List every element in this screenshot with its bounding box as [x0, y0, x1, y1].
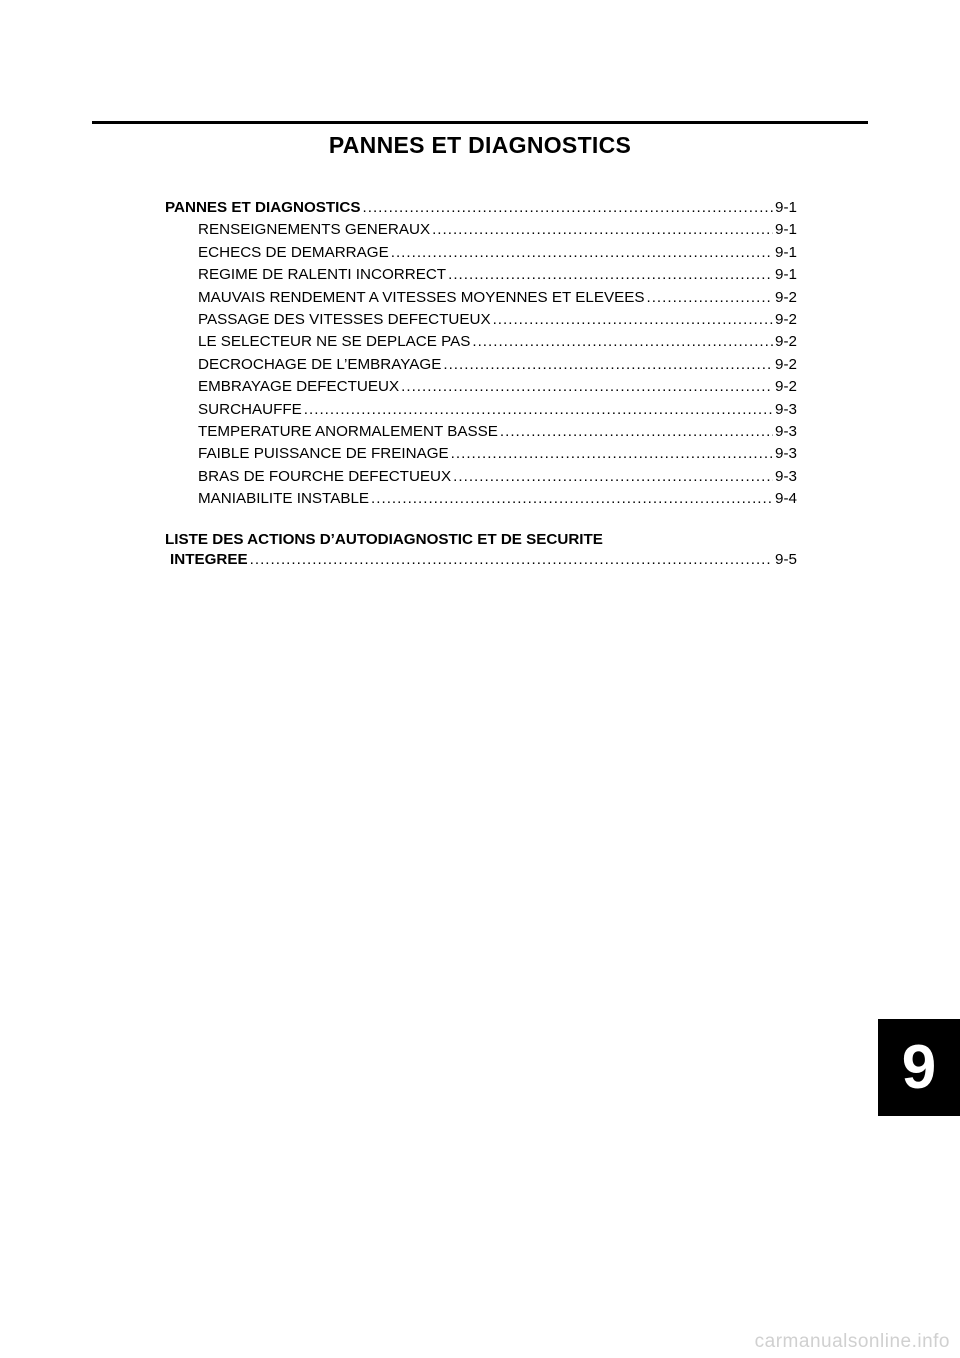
- toc-entry[interactable]: [165, 401, 797, 423]
- dot-leader: [448, 266, 773, 283]
- toc-entry-page: 9-1: [775, 199, 797, 216]
- dot-leader: [493, 311, 773, 328]
- toc-entry[interactable]: [165, 445, 797, 467]
- dot-leader: [250, 551, 773, 568]
- toc-entry[interactable]: [165, 311, 797, 333]
- toc-entry-label: LE SELECTEUR NE SE DEPLACE PAS: [198, 333, 471, 351]
- toc-section-2-continuation: [165, 551, 797, 573]
- toc-entry-label: MAUVAIS RENDEMENT A VITESSES MOYENNES ET ELEVEES: [198, 288, 645, 306]
- chapter-tab: [878, 1019, 960, 1116]
- toc-entry-page: 9-2: [775, 333, 797, 351]
- toc-entry-page: 9-2: [775, 378, 797, 396]
- toc-entry-page: 9-3: [775, 400, 797, 418]
- toc-entry[interactable]: [165, 244, 797, 266]
- toc-entry-label: DECROCHAGE DE L’EMBRAYAGE: [198, 355, 442, 373]
- toc-entry-label: EMBRAYAGE DEFECTUEUX: [198, 378, 400, 396]
- toc-entry-label: MANIABILITE INSTABLE: [198, 490, 370, 508]
- toc-entry[interactable]: [165, 221, 797, 243]
- dot-leader: [500, 423, 773, 440]
- toc-entry-page: 9-3: [775, 467, 797, 485]
- toc-section-2-page: 9-5: [775, 551, 797, 569]
- top-rule: [92, 121, 868, 124]
- toc-entry[interactable]: [165, 490, 797, 512]
- toc-section-2[interactable]: [165, 529, 797, 574]
- dot-leader: [304, 401, 773, 418]
- toc-entry[interactable]: [165, 423, 797, 445]
- dot-leader: [443, 356, 773, 373]
- dot-leader: [453, 468, 773, 485]
- toc-entry[interactable]: [165, 333, 797, 355]
- toc-entry-page: 9-3: [775, 445, 797, 463]
- toc-entry-page: 9-2: [775, 310, 797, 328]
- toc-entry-label: REGIME DE RALENTI INCORRECT: [198, 266, 447, 284]
- toc-entry-page: 9-3: [775, 422, 797, 440]
- toc-entry-page: 9-1: [775, 266, 797, 284]
- toc-entry-label: ECHECS DE DEMARRAGE: [198, 243, 389, 261]
- toc-entry[interactable]: [165, 199, 797, 221]
- toc-entry-label: TEMPERATURE ANORMALEMENT BASSE: [198, 422, 498, 440]
- dot-leader: [646, 289, 773, 306]
- toc-entry[interactable]: [165, 266, 797, 288]
- toc-entry-label: RENSEIGNEMENTS GENERAUX: [198, 221, 431, 239]
- toc-entry-label: BRAS DE FOURCHE DEFECTUEUX: [198, 467, 452, 485]
- toc-entry-page: 9-2: [775, 355, 797, 373]
- dot-leader: [391, 244, 773, 261]
- toc-section-2-title-end: INTEGREE: [170, 551, 248, 569]
- toc-entry[interactable]: [165, 356, 797, 378]
- watermark: carmanualsonline.info: [754, 1331, 950, 1352]
- chapter-tab-number: 9: [901, 1033, 937, 1102]
- toc-entry-label: PANNES ET DIAGNOSTICS: [165, 199, 361, 216]
- dot-leader: [363, 199, 774, 216]
- toc-entry-page: 9-1: [775, 221, 797, 239]
- toc-section-2-title: LISTE DES ACTIONS D’AUTODIAGNOSTIC ET DE SECURITE: [165, 531, 603, 548]
- toc-entry[interactable]: [165, 289, 797, 311]
- toc-entry-label: FAIBLE PUISSANCE DE FREINAGE: [198, 445, 449, 463]
- page-title: PANNES ET DIAGNOSTICS: [328, 132, 632, 158]
- toc-entry-label: PASSAGE DES VITESSES DEFECTUEUX: [198, 310, 491, 328]
- dot-leader: [472, 333, 773, 350]
- dot-leader: [451, 445, 773, 462]
- dot-leader: [371, 490, 773, 507]
- dot-leader: [432, 221, 773, 238]
- toc-entry[interactable]: [165, 468, 797, 490]
- dot-leader: [401, 378, 773, 395]
- toc-entry-page: 9-2: [775, 288, 797, 306]
- toc-entry-page: 9-4: [775, 490, 797, 508]
- toc-entry-label: SURCHAUFFE: [198, 400, 302, 418]
- table-of-contents: [165, 199, 797, 512]
- toc-entry-page: 9-1: [775, 243, 797, 261]
- toc-entry[interactable]: [165, 378, 797, 400]
